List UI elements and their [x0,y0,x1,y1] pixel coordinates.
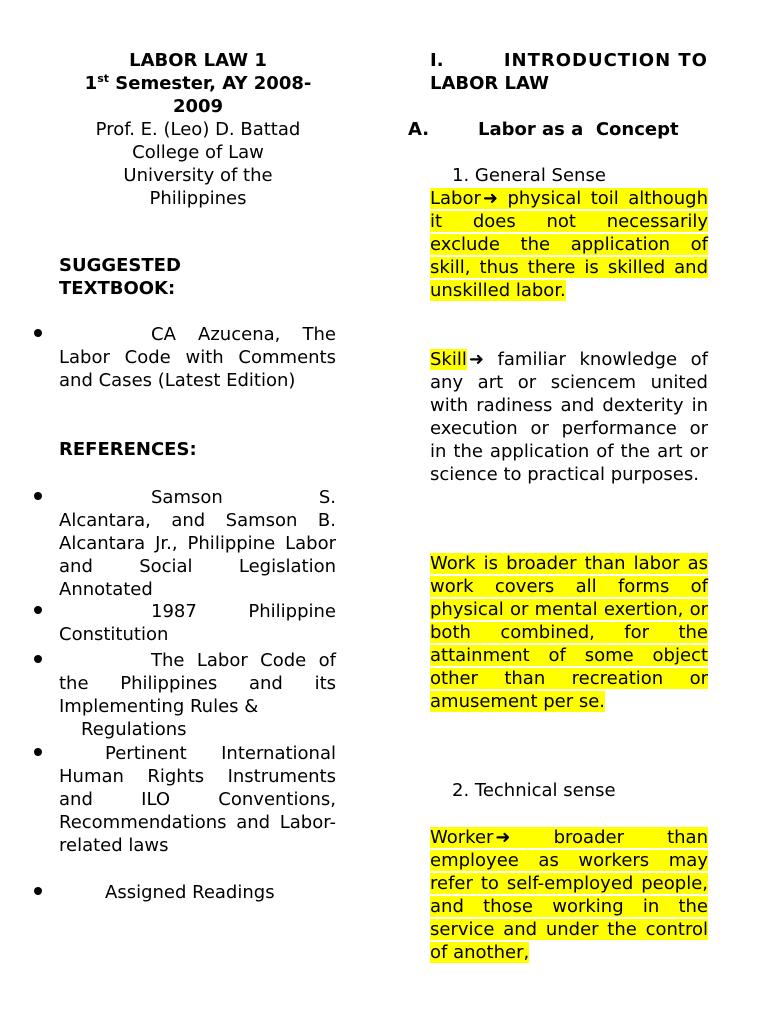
reference-item: Samson S. Alcantara, and Samson B. Alcantara Jr., Philippine Labor and Social Legislation Annotated [59,487,336,600]
university-line2: Philippines [149,188,247,209]
section-heading-cont: LABOR LAW [430,73,549,94]
university-line1: University of the [123,165,273,186]
course-title: LABOR LAW 1 [129,50,267,71]
work-note: Work is broader than labor as work covers all forms of physical or mental exertion, or both combined, for the attainment of some object other than recreation or amusement per se. [430,553,708,712]
item-general-sense: 1. General Sense [452,165,606,186]
subsection-letter: A. [408,119,430,140]
bullet-icon [34,887,42,895]
labor-definition: Labor ➜ physical toil although it does not necessarily exclude the application of skill, thus there is skilled and unskilled labor. [430,188,708,301]
arrow-right-icon: ➜ [468,349,484,370]
bullet-icon [34,492,42,500]
worker-definition: Worker ➜ broader than employee as workers may refer to self-employed people, and those working in the service and under the control of another, [430,827,708,963]
bullet-icon [34,655,42,663]
references-heading: REFERENCES: [59,439,197,460]
semester-line: 1st Semester, AY 2008- [84,72,312,94]
textbook-heading-1: SUGGESTED [59,255,181,276]
reference-item-continued: Regulations [81,719,187,740]
textbook-item: CA Azucena, The Labor Code with Comments and Cases (Latest Edition) [59,324,336,391]
skill-definition: Skill ➜ familiar knowledge of any art or sciencem united with radiness and dexterity in execution or performance or in the application of the art or science to practical purposes. [430,349,708,485]
bullet-icon [34,606,42,614]
item-technical-sense: 2. Technical sense [452,780,616,801]
textbook-heading-2: TEXTBOOK: [59,278,176,299]
college: College of Law [132,142,264,163]
bullet-icon [34,329,42,337]
year-end: 2009 [172,96,224,117]
section-heading: I. INTRODUCTION TO [430,50,708,71]
professor: Prof. E. (Leo) D. Battad [95,119,301,140]
reference-item: Assigned Readings [105,882,275,903]
reference-item: Pertinent International Human Rights Instruments and ILO Conventions, Recommendations and Labor-related laws [59,743,336,856]
arrow-right-icon: ➜ [495,827,511,848]
reference-item: The Labor Code of the Philippines and its Implementing Rules & [59,650,336,717]
reference-item: 1987 Philippine Constitution [59,601,336,645]
subsection-title: Labor as a Concept [478,119,679,140]
arrow-right-icon: ➜ [482,188,498,209]
bullet-icon [34,748,42,756]
